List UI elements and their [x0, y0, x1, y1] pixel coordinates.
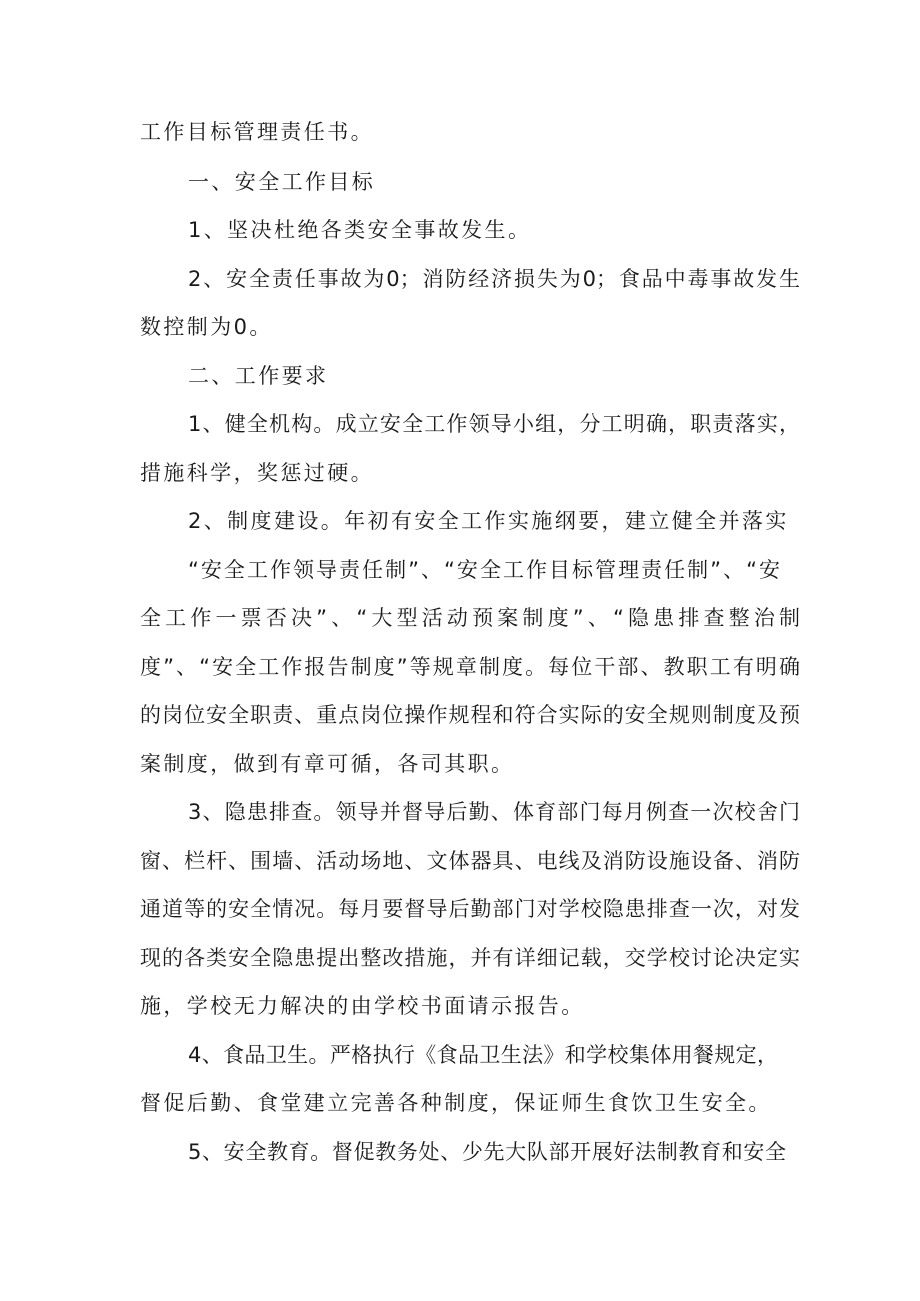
text-line: 督促后勤、食堂建立完善各种制度，保证师生食饮卫生安全。	[140, 1091, 772, 1115]
text-line: 窗、栏杆、围墙、活动场地、文体器具、电线及消防设施设备、消防	[140, 849, 800, 873]
text-line: 5、安全教育。督促教务处、少先大队部开展好法制教育和安全	[188, 1140, 786, 1164]
text-line: 3、隐患排查。领导并督导后勤、体育部门每月例查一次校舍门	[188, 800, 800, 824]
text-line: 1、坚决杜绝各类安全事故发生。	[188, 218, 532, 242]
text-line: 2、安全责任事故为0；消防经济损失为0；食品中毒事故发生	[188, 267, 800, 291]
text-line: 2、制度建设。年初有安全工作实施纲要，建立健全并落实	[188, 509, 789, 533]
text-line: 施，学校无力解决的由学校书面请示报告。	[140, 994, 585, 1018]
text-line: 措施科学，奖惩过硬。	[140, 461, 374, 485]
text-line: 工作目标管理责任书。	[140, 120, 374, 144]
section-heading: 二、工作要求	[188, 364, 329, 388]
text-line: 1、健全机构。成立安全工作领导小组，分工明确，职责落实，	[188, 412, 800, 436]
text-line: 4、食品卫生。严格执行《食品卫生法》和学校集体用餐规定，	[188, 1043, 778, 1067]
text-line: 全工作一票否决”、“大型活动预案制度”、“隐患排查整治制	[140, 606, 800, 630]
text-line: 通道等的安全情况。每月要督导后勤部门对学校隐患排查一次，对发	[140, 897, 800, 921]
text-line: 案制度，做到有章可循，各司其职。	[140, 752, 515, 776]
text-line: 度”、“安全工作报告制度”等规章制度。每位干部、教职工有明确	[140, 655, 800, 679]
text-line: “安全工作领导责任制”、“安全工作目标管理责任制”、“安	[188, 558, 780, 582]
text-line: 的岗位安全职责、重点岗位操作规程和符合实际的安全规则制度及预	[140, 703, 800, 727]
text-line: 现的各类安全隐患提出整改措施，并有详细记载，交学校讨论决定实	[140, 946, 800, 970]
text-line: 数控制为0。	[140, 315, 273, 339]
section-heading: 一、安全工作目标	[188, 170, 376, 194]
